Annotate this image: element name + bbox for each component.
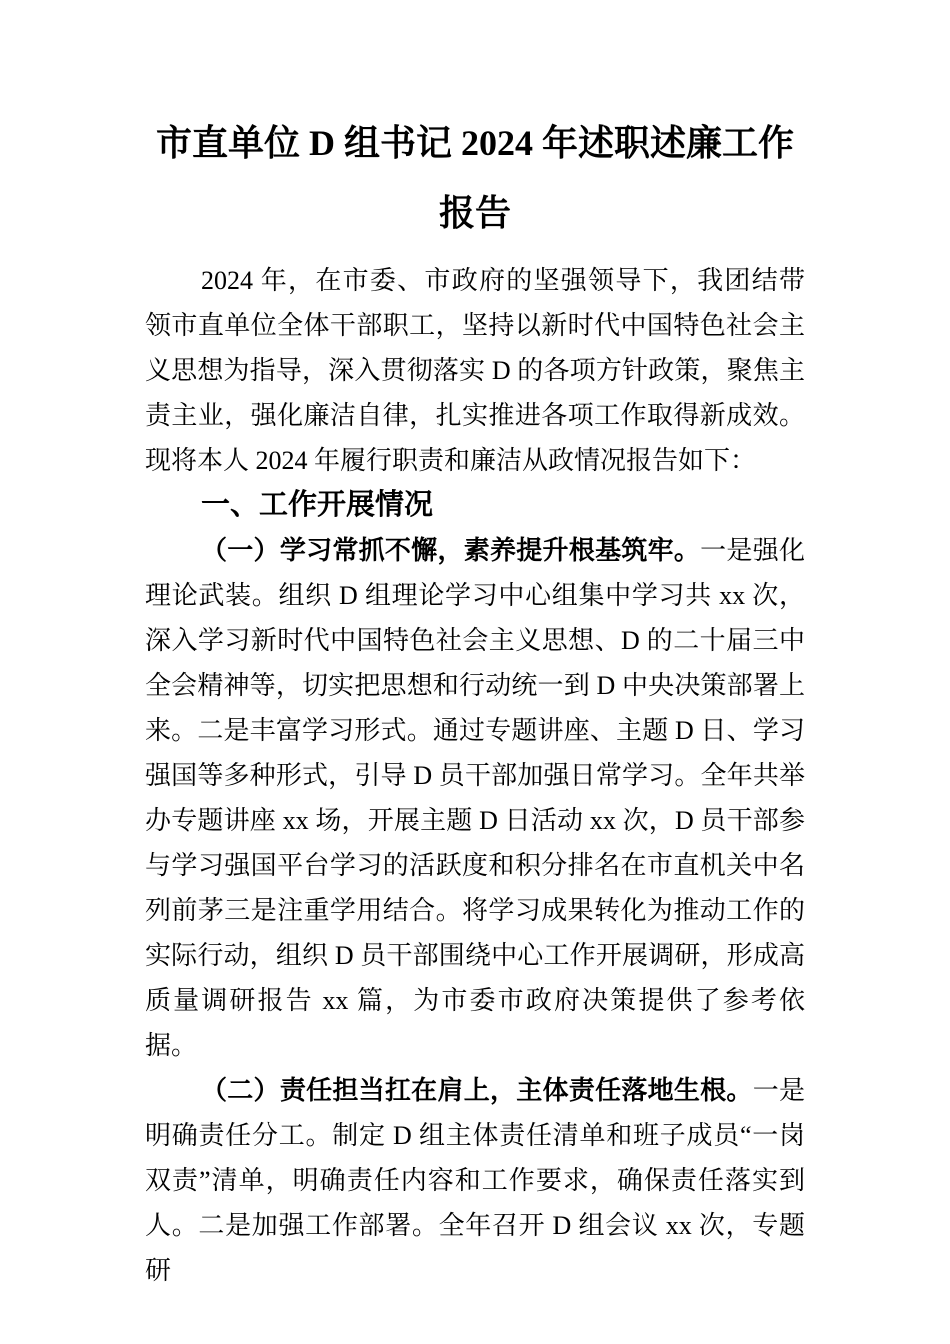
paragraph-1-body: 一是强化理论武装。组织 D 组理论学习中心组集中学习共 xx 次，深入学习新时代中国特色社会主义思想、D 的二十届三中全会精神等，切实把思想和行动统一到 D 中央决策部署上来。二是丰富学习形式。通过专题讲座、主题 D 日、学习强国等多种形式，引导 D 员干部加强日常学习。全年共举办专题讲座 xx 场，开展主题 D 日活动 xx 次，D 员干部参与学习强国平台学习的活跃度和积分排名在市直机关中名列前茅三是注重学用结合。将学习成果转化为推动工作的实际行动，组织 D 员干部围绕中心工作开展调研，形成高质量调研报告 xx 篇，为市委市政府决策提供了参考依据。 xyxy=(145,536,805,1060)
document-title: 市直单位 D 组书记 2024 年述职述廉工作报告 xyxy=(156,123,794,233)
section-heading-work-overview: 一、工作开展情况 xyxy=(201,489,434,521)
paragraph-2-body: 一是明确责任分工。制定 D 组主体责任清单和班子成员“一岗双责”清单，明确责任内容和工作要求，确保责任落实到人。二是加强工作部署。全年召开 D 组会议 xx 次，专题研 xyxy=(145,1076,805,1285)
paragraph-section-2 xyxy=(145,1068,805,1293)
paragraph-section-1 xyxy=(145,528,805,1068)
paragraph-1-lead: （一）学习常抓不懈，素养提升根基筑牢。 xyxy=(201,536,701,565)
paragraph-2-lead: （二）责任担当扛在肩上，主体责任落地生根。 xyxy=(201,1076,753,1105)
intro-paragraph: 2024 年，在市委、市政府的坚强领导下，我团结带领市直单位全体干部职工，坚持以新时代中国特色社会主义思想为指导，深入贯彻落实 D 的各项方针政策，聚焦主责主业，强化廉洁自律，扎实推进各项工作取得新成效。现将本人 2024 年履行职责和廉洁从政情况报告如下： xyxy=(145,266,805,475)
